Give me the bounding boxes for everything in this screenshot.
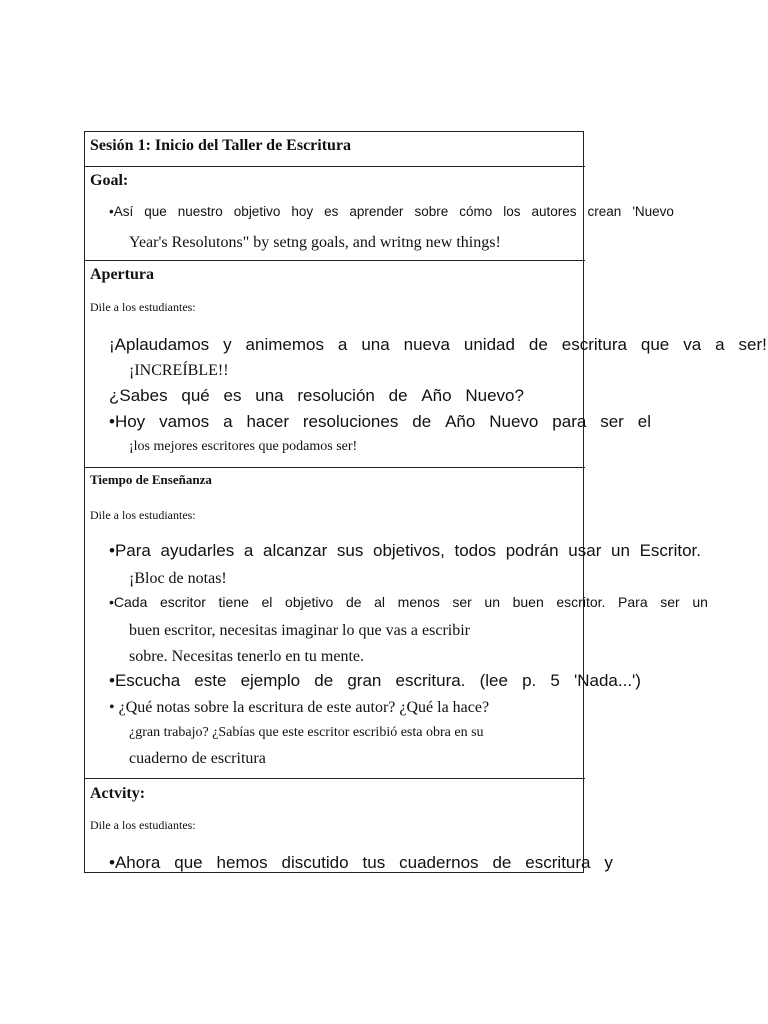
apertura-heading: Apertura [90, 266, 154, 283]
word: qué [181, 386, 210, 405]
ensenanza-bullet-4-cont-1: ¿gran trabajo? ¿Sabías que este escritor escribió esta obra en su [129, 725, 484, 740]
word: discutido [281, 853, 349, 872]
apertura-line-1 [109, 336, 767, 353]
word: •Para [109, 541, 151, 560]
row-divider [84, 778, 585, 779]
word: podrán [505, 541, 559, 560]
session-title: Sesión 1: Inicio del Taller de Escritura [90, 137, 352, 154]
word: para [552, 412, 587, 431]
word: los [503, 204, 521, 219]
word: Nuevo? [465, 386, 524, 405]
ensenanza-bullet-2-cont-1: buen escritor, necesitas imaginar lo que vas a escribir [129, 622, 471, 639]
ensenanza-heading: Tiempo de Enseñanza [90, 472, 212, 487]
word: Año [421, 386, 452, 405]
word: Para [618, 594, 648, 610]
word: que [144, 204, 167, 219]
row-divider [84, 467, 585, 468]
ensenanza-bullet-2 [109, 595, 708, 609]
word: ser [600, 412, 624, 431]
word: tus [362, 853, 386, 872]
goal-heading: Goal: [90, 172, 129, 189]
word: •Ahora [109, 853, 161, 872]
word: tiene [218, 594, 249, 610]
word: ser [660, 594, 680, 610]
word: autores [531, 204, 577, 219]
word: una [361, 335, 390, 354]
word: escritura [561, 335, 627, 354]
word: gran [347, 671, 382, 690]
word: ser! [738, 335, 767, 354]
word: y [604, 853, 613, 872]
word: Escritor. [639, 541, 701, 560]
word: p. [522, 671, 537, 690]
word: resoluciones [302, 412, 399, 431]
word: de [528, 335, 548, 354]
word: resolución [297, 386, 375, 405]
word: 5 [550, 671, 560, 690]
word: •Cada [109, 594, 148, 610]
word: cómo [459, 204, 493, 219]
goal-line-2: Year's Resolutons" by setng goals, and writng new things! [129, 234, 501, 251]
word: 'Nada...') [574, 671, 641, 690]
word: un [692, 594, 708, 610]
word: menos [397, 594, 440, 610]
word: alcanzar [262, 541, 328, 560]
ensenanza-instruction: Dile a los estudiantes: [90, 508, 196, 522]
word: objetivo [233, 204, 281, 219]
ensenanza-bullet-3 [109, 672, 641, 689]
word: hoy [291, 204, 314, 219]
apertura-line-5: ¡los mejores escritores que podamos ser! [129, 439, 358, 454]
word: ¡Aplaudamos [109, 335, 210, 354]
word: Año [445, 412, 476, 431]
word: •Hoy [109, 412, 146, 431]
word: todos [454, 541, 497, 560]
word: este [194, 671, 227, 690]
word: es [324, 204, 339, 219]
word: nuestro [177, 204, 223, 219]
word: ayudarles [160, 541, 235, 560]
goal-line-1 [109, 205, 674, 219]
word: (lee [479, 671, 508, 690]
word: buen [512, 594, 544, 610]
word: nueva [403, 335, 450, 354]
word: animemos [245, 335, 324, 354]
word: unidad [463, 335, 515, 354]
word: a [715, 335, 725, 354]
word: va [683, 335, 702, 354]
word: y [223, 335, 232, 354]
word: sobre [414, 204, 449, 219]
activity-line-1 [109, 854, 613, 871]
word: de [345, 594, 362, 610]
word: ejemplo [240, 671, 301, 690]
word: ¿Sabes [109, 386, 168, 405]
word: objetivo [285, 594, 334, 610]
activity-heading: Actvity: [90, 785, 146, 802]
ensenanza-bullet-2-cont-2: sobre. Necesitas tenerlo en tu mente. [129, 648, 365, 665]
word: que [640, 335, 670, 354]
word: •Así [109, 204, 134, 219]
word: aprender [349, 204, 404, 219]
word: objetivos, [373, 541, 445, 560]
word: un [611, 541, 630, 560]
word: vamos [159, 412, 210, 431]
word: una [255, 386, 284, 405]
word: escritura [525, 853, 591, 872]
word: crean [587, 204, 622, 219]
word: que [174, 853, 203, 872]
word: sus [336, 541, 364, 560]
word: escritor. [556, 594, 606, 610]
row-divider [84, 166, 585, 167]
word: escritura. [395, 671, 466, 690]
word: al [374, 594, 386, 610]
ensenanza-bullet-4: • ¿Qué notas sobre la escritura de este autor? ¿Qué la hace? [109, 699, 490, 716]
apertura-line-3 [109, 387, 524, 404]
apertura-line-2: ¡INCREÍBLE!! [129, 362, 229, 379]
word: es [223, 386, 242, 405]
word: de [492, 853, 512, 872]
word: Nuevo [489, 412, 539, 431]
word: usar [568, 541, 602, 560]
ensenanza-bullet-4-cont-2: cuaderno de escritura [129, 750, 266, 767]
word: •Escucha [109, 671, 181, 690]
word: a [243, 541, 254, 560]
ensenanza-bullet-1 [109, 542, 701, 559]
word: cuadernos [399, 853, 479, 872]
activity-instruction: Dile a los estudiantes: [90, 818, 196, 832]
word: 'Nuevo [632, 204, 674, 219]
apertura-line-4 [109, 413, 651, 430]
word: de [314, 671, 334, 690]
word: de [412, 412, 432, 431]
row-divider [84, 260, 585, 261]
word: escritor [160, 594, 206, 610]
word: a [337, 335, 348, 354]
word: hemos [216, 853, 268, 872]
word: hacer [246, 412, 289, 431]
word: el [637, 412, 651, 431]
word: un [484, 594, 500, 610]
word: el [261, 594, 273, 610]
apertura-instruction: Dile a los estudiantes: [90, 300, 196, 314]
word: ser [452, 594, 472, 610]
word: a [223, 412, 233, 431]
word: de [388, 386, 408, 405]
ensenanza-bullet-1-cont: ¡Bloc de notas! [129, 570, 227, 587]
